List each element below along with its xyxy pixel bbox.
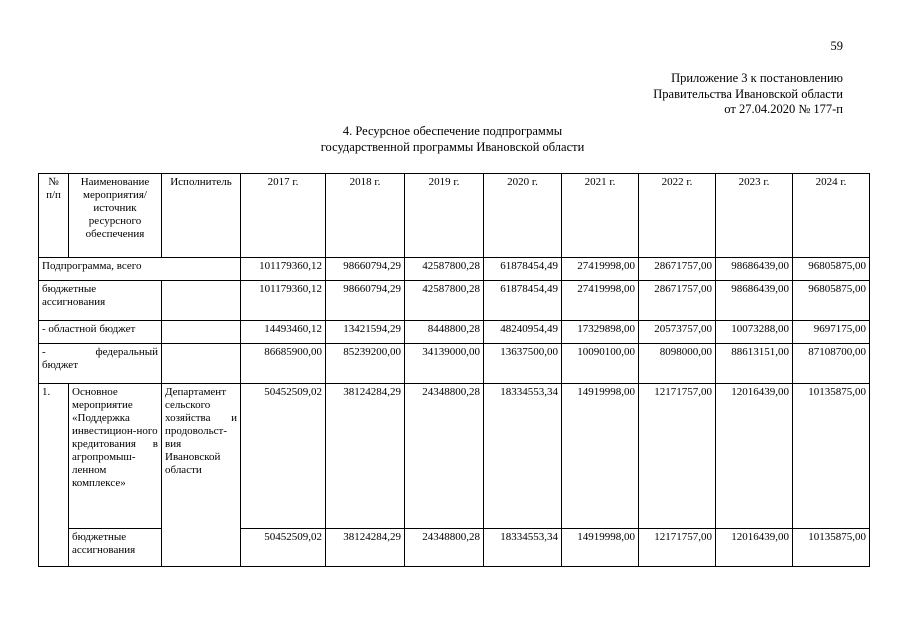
activity-name: Основное мероприятие «Поддержка инвестицион-ного кредитования в агропромыш-ленном комплексе» [69,384,162,529]
table-cell: 18334553,34 [484,529,562,567]
header-year: 2017 г. [241,174,326,258]
table-row [39,281,870,321]
table-cell: 61878454,49 [484,281,562,321]
appendix-reference [653,71,843,118]
table-cell: 9697175,00 [793,321,870,344]
resource-table [38,173,870,567]
federal-label-line-1 [42,346,158,359]
table-cell: 98660794,29 [326,258,405,281]
table-cell: 13421594,29 [326,321,405,344]
table-cell: 18334553,34 [484,384,562,529]
table-row [39,344,870,384]
header-year: 2018 г. [326,174,405,258]
table-row [39,258,870,281]
header-executor: Исполнитель [162,174,241,258]
empty-executor-cell [162,281,241,321]
table-cell: 10135875,00 [793,529,870,567]
table-cell: 85239200,00 [326,344,405,384]
title-line-2: государственной программы Ивановской области [320,139,585,154]
table-cell: 101179360,12 [241,258,326,281]
table-cell: 38124284,29 [326,529,405,567]
row-label-budget-allocations: бюджетные ассигнования [39,281,162,321]
header-num-line-1: № [48,176,59,188]
header-num [39,174,69,258]
empty-executor-cell [162,344,241,384]
page-number: 59 [830,39,843,53]
table-cell: 8448800,28 [405,321,484,344]
activity-executor: Департамент сельского хозяйства и продовольст-вия Ивановской области [162,384,241,567]
table-cell: 61878454,49 [484,258,562,281]
table-cell: 20573757,00 [639,321,716,344]
federal-label-line-2: бюджет [42,359,78,371]
appendix-line-1: Приложение 3 к постановлению [671,71,843,85]
table-cell: 98660794,29 [326,281,405,321]
table-cell: 17329898,00 [562,321,639,344]
header-year: 2021 г. [562,174,639,258]
table-cell: 34139000,00 [405,344,484,384]
header-name: Наименование мероприятия/ источник ресурсного обеспечения [69,174,162,258]
dash-mark: - [42,346,46,358]
table-cell: 12171757,00 [639,384,716,529]
table-cell: 14919998,00 [562,384,639,529]
table-cell: 12016439,00 [716,384,793,529]
table-cell: 101179360,12 [241,281,326,321]
table-cell: 50452509,02 [241,529,326,567]
row-label-regional-budget: - областной бюджет [39,321,162,344]
header-year: 2019 г. [405,174,484,258]
table-cell: 87108700,00 [793,344,870,384]
row-label-federal-budget [39,344,162,384]
table-cell: 48240954,49 [484,321,562,344]
header-year: 2020 г. [484,174,562,258]
table-cell: 10090100,00 [562,344,639,384]
table-header-row [39,174,870,258]
table-cell: 24348800,28 [405,384,484,529]
table-cell: 24348800,28 [405,529,484,567]
header-num-line-2: п/п [46,189,61,201]
table-row [39,321,870,344]
header-year: 2024 г. [793,174,870,258]
table-cell: 12016439,00 [716,529,793,567]
row-label-subprogram-total: Подпрограмма, всего [39,258,241,281]
table-cell: 96805875,00 [793,281,870,321]
table-cell: 12171757,00 [639,529,716,567]
activity-number: 1. [39,384,69,567]
table-cell: 14493460,12 [241,321,326,344]
table-cell: 27419998,00 [562,258,639,281]
table-cell: 42587800,28 [405,281,484,321]
table-cell: 50452509,02 [241,384,326,529]
document-title [0,124,905,155]
table-cell: 13637500,00 [484,344,562,384]
header-year: 2022 г. [639,174,716,258]
table-cell: 27419998,00 [562,281,639,321]
appendix-line-2: Правительства Ивановской области [653,86,843,101]
table-cell: 8098000,00 [639,344,716,384]
table-cell: 88613151,00 [716,344,793,384]
table-cell: 96805875,00 [793,258,870,281]
federal-word: федеральный [95,346,158,358]
table-cell: 10073288,00 [716,321,793,344]
table-cell: 10135875,00 [793,384,870,529]
table-cell: 86685900,00 [241,344,326,384]
table-cell: 14919998,00 [562,529,639,567]
table-cell: 28671757,00 [639,281,716,321]
header-year: 2023 г. [716,174,793,258]
table-cell: 98686439,00 [716,258,793,281]
table-cell: 42587800,28 [405,258,484,281]
activity-sub-label: бюджетные ассигнования [69,529,162,567]
appendix-line-3: от 27.04.2020 № 177-п [724,102,843,116]
table-cell: 38124284,29 [326,384,405,529]
empty-executor-cell [162,321,241,344]
table-cell: 28671757,00 [639,258,716,281]
title-line-1: 4. Ресурсное обеспечение подпрограммы [342,124,563,138]
table-cell: 98686439,00 [716,281,793,321]
table-row [39,384,870,529]
